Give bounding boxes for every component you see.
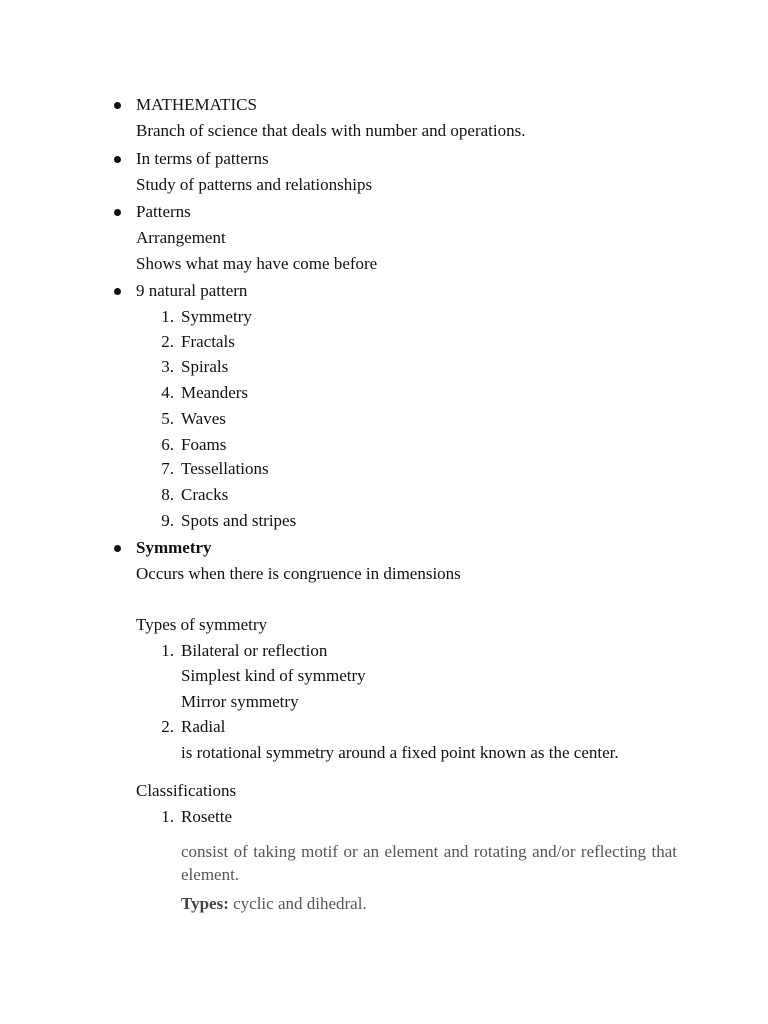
section-text: Branch of science that deals with number and operations.: [136, 121, 526, 140]
list-item-detail: Simplest kind of symmetry: [181, 666, 366, 685]
bullet-icon: [114, 288, 121, 295]
classification-types: [181, 894, 367, 914]
list-item: Fractals: [181, 332, 235, 351]
section-text: Shows what may have come before: [136, 254, 378, 273]
list-number: 1.: [161, 641, 174, 660]
list-item: Symmetry: [181, 307, 252, 326]
section-heading-natural-patterns: 9 natural pattern: [136, 281, 248, 300]
section-heading-mathematics: MATHEMATICS: [136, 95, 257, 114]
bullet-icon: [114, 545, 121, 552]
list-number: 9.: [161, 511, 174, 530]
list-number: 1.: [161, 307, 174, 326]
section-text: Study of patterns and relationships: [136, 175, 373, 194]
list-number: 4.: [161, 383, 174, 402]
list-item: Tessellations: [181, 459, 269, 478]
section-heading-symmetry: Symmetry: [136, 538, 212, 557]
section-heading-patterns: Patterns: [136, 202, 191, 221]
list-number: 2.: [161, 717, 174, 736]
list-item: Spots and stripes: [181, 511, 297, 530]
list-item: Bilateral or reflection: [181, 641, 328, 660]
list-number: 6.: [161, 435, 174, 454]
classification-description: consist of taking motif or an element and rotating and/or reflecting that element.: [181, 842, 677, 884]
list-item: Foams: [181, 435, 227, 454]
list-item: Waves: [181, 409, 226, 428]
bullet-icon: [114, 102, 121, 109]
list-number: 1.: [161, 807, 174, 826]
list-number: 2.: [161, 332, 174, 351]
list-item: Radial: [181, 717, 226, 736]
subsection-title-classifications: Classifications: [136, 781, 237, 800]
list-number: 8.: [161, 485, 174, 504]
types-value: cyclic and dihedral.: [233, 894, 367, 913]
section-heading-patterns-terms: In terms of patterns: [136, 149, 269, 168]
bullet-icon: [114, 209, 121, 216]
list-item: Rosette: [181, 807, 232, 826]
types-label: Types:: [181, 894, 229, 913]
bullet-icon: [114, 156, 121, 163]
list-item-detail: is rotational symmetry around a fixed point known as the center.: [181, 743, 619, 762]
subsection-title-types: Types of symmetry: [136, 615, 268, 634]
list-item: Meanders: [181, 383, 249, 402]
list-number: 7.: [161, 459, 174, 478]
list-item: Spirals: [181, 357, 229, 376]
list-item-detail: Mirror symmetry: [181, 692, 299, 711]
list-item: Cracks: [181, 485, 229, 504]
section-text: Occurs when there is congruence in dimensions: [136, 564, 461, 583]
list-number: 5.: [161, 409, 174, 428]
section-text: Arrangement: [136, 228, 226, 247]
list-number: 3.: [161, 357, 174, 376]
